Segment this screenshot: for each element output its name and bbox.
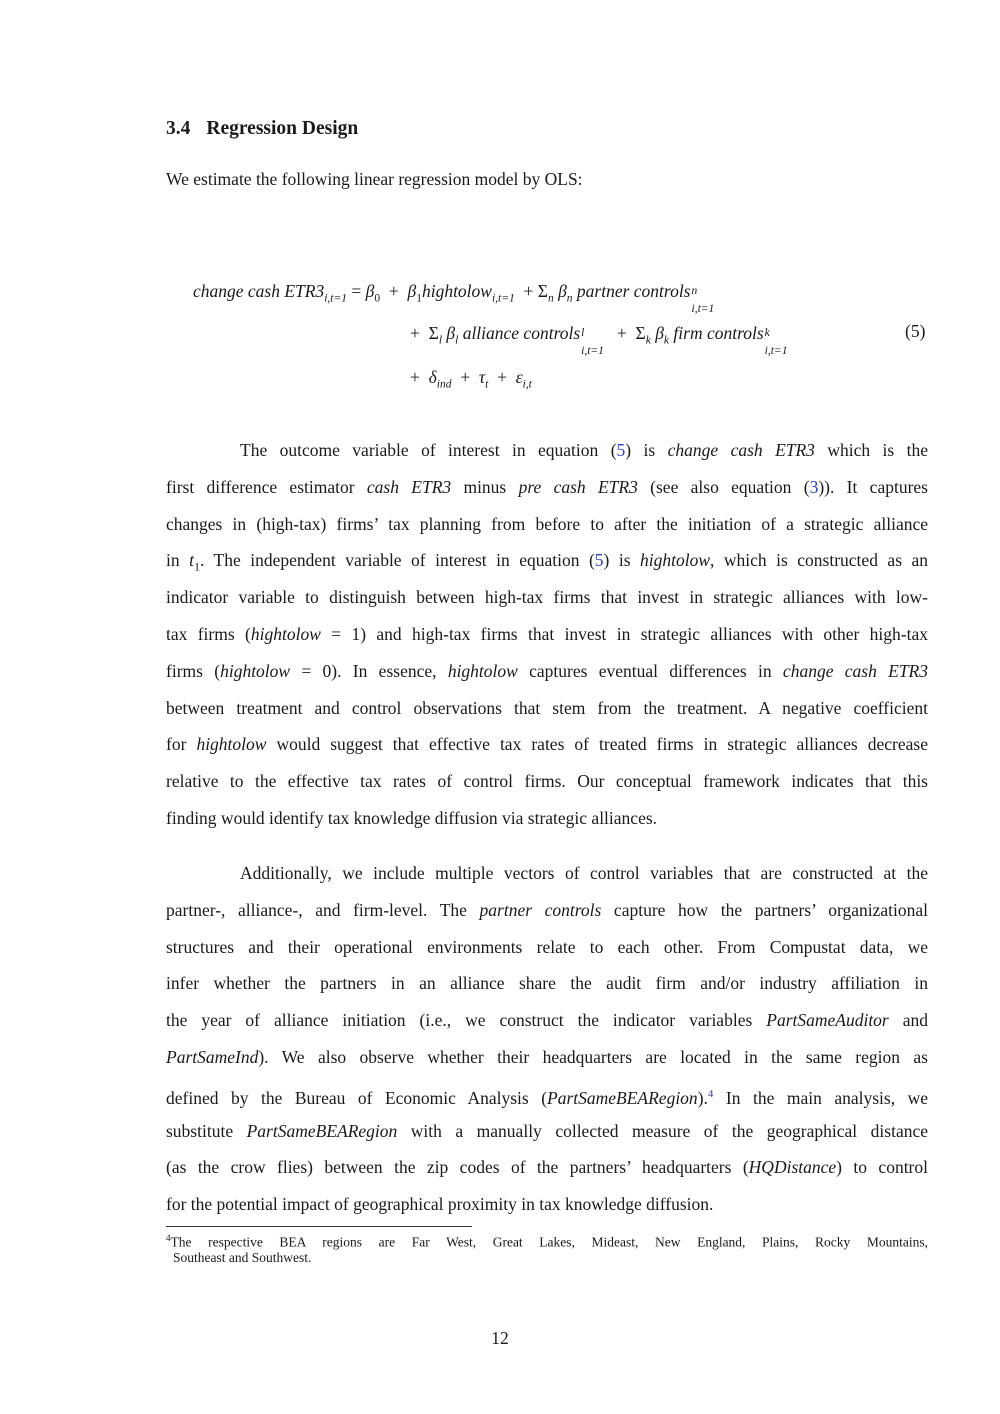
eq-tau-sub: t: [485, 378, 489, 391]
eq-firm-controls: firm controls: [673, 323, 764, 343]
eq-alliance-sup: l: [581, 327, 585, 339]
equation-line-3: [410, 367, 532, 391]
equation-line-2: [410, 323, 792, 357]
eq-plus: +: [497, 367, 507, 387]
text-line: partner-, alliance-, and firm-level. The partner controls capture how the partners’ organizational: [166, 899, 928, 920]
text-line: Additionally, we include multiple vectors of control variables that are constructed at the: [240, 863, 928, 883]
text-line: The outcome variable of interest in equation (5) is change cash ETR3 which is the: [240, 440, 929, 460]
eq-epsilon-sub: i,t: [522, 378, 532, 391]
section-heading: [166, 118, 358, 140]
eq-plus: +: [523, 281, 534, 301]
eq-beta-n: β: [558, 281, 567, 301]
footnote-line: Southeast and Southwest.: [173, 1250, 312, 1265]
eq-beta0: β: [365, 281, 375, 301]
eq-plus: +: [460, 367, 471, 387]
text-line: relative to the effective tax rates of control firms. Our conceptual framework indicates that this: [166, 771, 928, 792]
footnote-line: $^4$The respective BEA regions are Far West, Great Lakes, Mideast, New England, Plains, Rocky Mountains,: [166, 1233, 928, 1250]
text-line: in $t_1$. The independent variable of interest in equation (5) is hightolow, which is constructed as an: [166, 550, 929, 574]
footnote: [166, 1229, 928, 1267]
section-number: 3.4: [166, 118, 191, 139]
eq-lhs-sub: i,t=1: [324, 292, 348, 305]
paragraph-outcome-variable: [166, 432, 928, 837]
eq-beta-l: β: [446, 323, 456, 343]
equation-ref-link[interactable]: 5: [616, 440, 626, 460]
text-line: first difference estimator cash ETR3 minus pre cash ETR3 (see also equation (3)). It captures: [166, 476, 928, 497]
eq-alliance-sub: i,t=1: [581, 345, 604, 357]
text-line: finding would identify tax knowledge diffusion via strategic alliances.: [166, 807, 658, 828]
text-line: (as the crow flies) between the zip codes of the partners’ headquarters (HQDistance) to control: [166, 1157, 928, 1178]
text-line: between treatment and control observations that stem from the treatment. A negative coefficient: [166, 697, 928, 718]
eq-sum-n-sub: n: [547, 292, 554, 305]
eq-lhs: change cash ETR3: [193, 281, 325, 301]
text-line: tax firms (hightolow = 1) and high-tax firms that invest in strategic alliances with other high-tax: [166, 623, 928, 644]
eq-alliance-controls: alliance controls: [462, 323, 581, 343]
eq-equals: =: [351, 281, 362, 301]
footnote-number: 4: [166, 1233, 171, 1243]
eq-beta-k-sub: k: [663, 334, 670, 347]
eq-sum-n: Σ: [537, 281, 548, 301]
paragraph-control-variables: [166, 855, 928, 1223]
text-line: for the potential impact of geographical proximity in tax knowledge diffusion.: [166, 1194, 714, 1215]
eq-plus: +: [388, 281, 399, 301]
text-line: for hightolow would suggest that effective tax rates of treated firms in strategic alliances decrease: [166, 734, 928, 755]
eq-hightolow: hightolow: [421, 281, 492, 301]
eq-delta-sub: ind: [436, 378, 452, 391]
eq-sum-l: Σ: [428, 323, 439, 343]
eq-beta-n-sub: n: [566, 292, 573, 305]
equation-ref-link[interactable]: 3: [809, 476, 819, 497]
eq-beta0-sub: 0: [374, 292, 381, 305]
footnote-mark-link[interactable]: 4: [707, 1087, 714, 1100]
equation-number: (5): [905, 321, 926, 341]
text-line: structures and their operational environments relate to each other. From Compustat data, we: [166, 936, 928, 957]
page-number: 12: [491, 1328, 509, 1348]
eq-beta-l-sub: l: [455, 334, 459, 347]
equation-ref-link[interactable]: 5: [594, 550, 604, 571]
eq-firm-sup: k: [764, 327, 770, 339]
equation-line-1: [193, 281, 719, 315]
eq-partner-sup: n: [691, 285, 698, 297]
text-line: PartSameInd). We also observe whether their headquarters are located in the same region as: [166, 1046, 928, 1067]
eq-beta1-sub: 1: [416, 292, 422, 305]
text-line: firms (hightolow = 0). In essence, hightolow captures eventual differences in change cash ETR3: [166, 660, 928, 681]
eq-beta1: β: [407, 281, 417, 301]
eq-sum-l-sub: l: [438, 334, 443, 347]
eq-delta: δ: [428, 367, 437, 387]
text-line: defined by the Bureau of Economic Analysis (PartSameBEARegion).$^4$ In the main analysis, we: [166, 1087, 928, 1108]
eq-plus: +: [410, 367, 420, 387]
section-title: Regression Design: [206, 118, 359, 139]
eq-partner-sub: i,t=1: [691, 303, 715, 315]
eq-tau: τ: [478, 367, 486, 387]
text-line: the year of alliance initiation (i.e., we construct the indicator variables PartSameAuditor and: [166, 1010, 928, 1031]
text-line: infer whether the partners in an alliance share the audit firm and/or industry affiliation in: [166, 973, 928, 994]
eq-firm-sub: i,t=1: [764, 345, 788, 357]
eq-sum-k-sub: k: [645, 334, 651, 347]
text-line: indicator variable to distinguish between high-tax firms that invest in strategic alliances with low-: [166, 587, 928, 608]
eq-sum-k: Σ: [635, 323, 646, 343]
text-line: substitute PartSameBEARegion with a manually collected measure of the geographical distance: [166, 1120, 929, 1141]
eq-plus: +: [410, 323, 420, 343]
eq-beta-k: β: [655, 323, 664, 343]
eq-hightolow-sub: i,t=1: [491, 292, 515, 305]
eq-epsilon: ε: [515, 367, 523, 387]
text-line: changes in (high-tax) firms’ tax planning from before to after the initiation of a strategic alliance: [166, 513, 928, 534]
intro-sentence: We estimate the following linear regression model by OLS:: [166, 169, 583, 189]
eq-partner-controls: partner controls: [576, 281, 691, 301]
footnote-divider: [166, 1226, 472, 1227]
eq-plus: +: [616, 323, 627, 343]
